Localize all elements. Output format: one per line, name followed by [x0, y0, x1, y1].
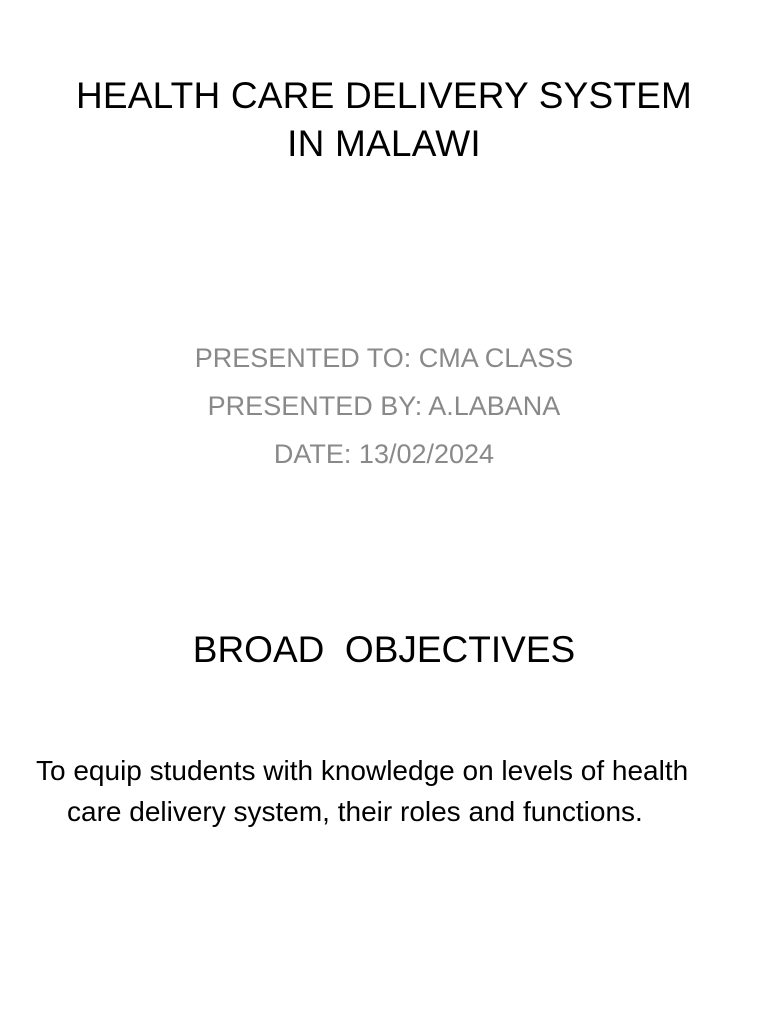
slide-objectives	[0, 512, 768, 1024]
objectives-heading: BROAD OBJECTIVES	[192, 629, 576, 670]
presented-to: PRESENTED TO: CMA CLASS	[194, 343, 574, 373]
presented-by: PRESENTED BY: A.LABANA	[207, 391, 561, 421]
objective-text: To equip students with knowledge on levels of health care delivery system, their roles and functions.	[36, 755, 689, 827]
title-line-2: IN MALAWI	[287, 123, 481, 164]
presentation-date: DATE: 13/02/2024	[273, 439, 495, 469]
presentation-title	[0, 72, 768, 168]
presentation-subtitle	[0, 334, 768, 478]
title-line-1: HEALTH CARE DELIVERY SYSTEM	[75, 75, 693, 116]
